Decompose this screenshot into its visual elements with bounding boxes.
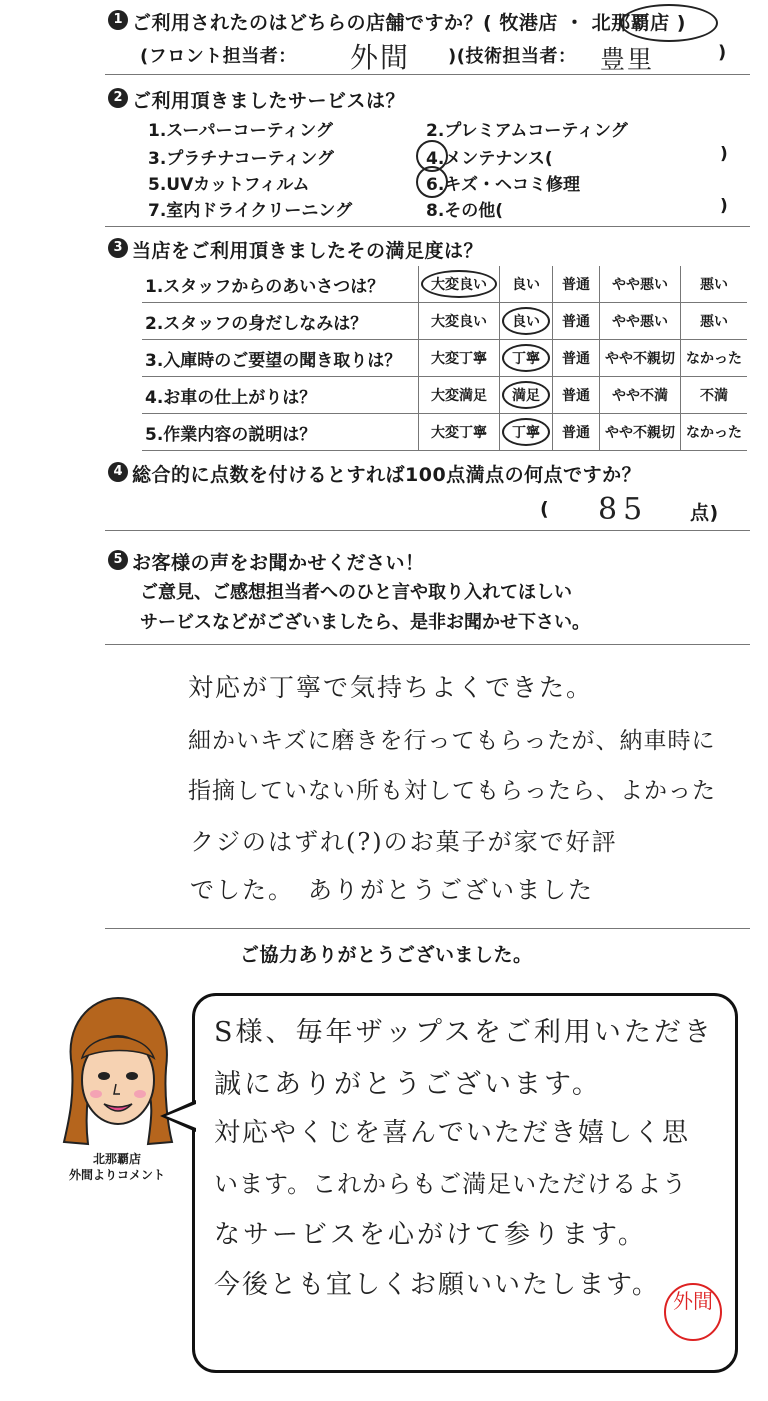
- satisfaction-option: 良い: [500, 266, 553, 303]
- question-3-text: 当店をご利用頂きましたその満足度は？: [132, 240, 484, 262]
- staff-comment-label: 外間よりコメント: [68, 1168, 165, 1182]
- staff-store-label: 北那覇店: [92, 1152, 141, 1166]
- question-1-text: [132, 8, 686, 35]
- satisfaction-option-selected: 丁寧: [500, 414, 553, 451]
- store-option-kitanaha: 北那覇店: [591, 12, 670, 34]
- satisfaction-option: 普通: [553, 377, 600, 414]
- speech-bubble-tail-inner: [166, 1104, 196, 1128]
- satisfaction-option: 大変満足: [419, 377, 500, 414]
- satisfaction-row: [142, 266, 747, 303]
- paren-close: ): [720, 144, 728, 164]
- service-option-5: 5.UVカットフィルム: [148, 175, 310, 195]
- front-staff-value: 外間: [350, 41, 411, 74]
- satisfaction-option: やや不満: [600, 377, 681, 414]
- tech-staff-value: 豊里: [600, 45, 655, 74]
- score-unit: 点): [690, 502, 719, 524]
- satisfaction-option: 不満: [681, 377, 748, 414]
- service-option-7: 7.室内ドライクリーニング: [148, 201, 353, 221]
- question-number-4: 4: [108, 462, 128, 482]
- paren-close: ): [720, 196, 728, 216]
- satisfaction-option: 普通: [553, 414, 600, 451]
- satisfaction-option-selected: 大変良い: [419, 266, 500, 303]
- front-staff-label: (フロント担当者：: [140, 46, 297, 67]
- satisfaction-option: 大変良い: [419, 303, 500, 340]
- satisfaction-option: やや不親切: [600, 414, 681, 451]
- divider: [105, 644, 750, 645]
- question-number-2: 2: [108, 88, 128, 108]
- divider: [105, 226, 750, 227]
- divider: [105, 928, 750, 929]
- satisfaction-option-selected: 満足: [500, 377, 553, 414]
- satisfaction-option: 大変丁寧: [419, 340, 500, 377]
- satisfaction-row: [142, 377, 747, 414]
- staff-reply-line-5: なサービスを心がけて参ります。: [214, 1220, 647, 1250]
- service-option-6: 6.キズ・ヘコミ修理: [426, 175, 580, 195]
- question-5-sub1: ご意見、ご感想担当者へのひと言や取り入れてほしい: [140, 582, 572, 603]
- staff-reply-line-1: S様、毎年ザップスをご利用いただき: [214, 1017, 714, 1048]
- satisfaction-option: やや悪い: [600, 266, 681, 303]
- customer-comment-line-3: 指摘していない所も対してもらったら、よかった: [188, 778, 716, 804]
- satisfaction-option: 悪い: [681, 266, 748, 303]
- satisfaction-question: 1.スタッフからのあいさつは？: [142, 266, 419, 303]
- service-option-3: 3.プラチナコーティング: [148, 149, 334, 169]
- divider: [105, 530, 750, 531]
- store-option-makiminato: 牧港店: [499, 12, 558, 34]
- separator: ・: [564, 12, 585, 34]
- satisfaction-option: 普通: [553, 340, 600, 377]
- satisfaction-option: 悪い: [681, 303, 748, 340]
- divider: [105, 74, 750, 75]
- customer-comment-line-5: でした。 ありがとうございました: [190, 876, 594, 904]
- satisfaction-option: やや悪い: [600, 303, 681, 340]
- staff-reply-line-4: います。これからもご満足いただけるよう: [214, 1170, 688, 1198]
- paren-close: ): [676, 12, 686, 34]
- score-open-paren: (: [540, 498, 550, 520]
- thanks-text: ご協力ありがとうございました。: [240, 944, 533, 966]
- service-option-8: 8.その他(: [426, 201, 504, 221]
- satisfaction-question: 5.作業内容の説明は？: [142, 414, 419, 451]
- staff-reply-line-2: 誠にありがとうございます。: [214, 1069, 602, 1100]
- staff-avatar: [60, 996, 176, 1146]
- satisfaction-option-selected: 丁寧: [500, 340, 553, 377]
- satisfaction-table: [142, 266, 747, 451]
- staff-reply-line-3: 対応やくじを喜んでいただき嬉しく思: [214, 1118, 691, 1148]
- tech-close: ): [718, 42, 727, 63]
- question-1-label: ご利用されたのはどちらの店舗ですか？(: [132, 12, 493, 34]
- satisfaction-row: [142, 414, 747, 451]
- satisfaction-option: なかった: [681, 340, 748, 377]
- satisfaction-question: 2.スタッフの身だしなみは？: [142, 303, 419, 340]
- selected-service-circle-6: [416, 166, 448, 198]
- question-2-text: ご利用頂きましたサービスは？: [132, 90, 406, 112]
- question-5-text: お客様の声をお聞かせください！: [132, 552, 425, 574]
- satisfaction-row: [142, 303, 747, 340]
- customer-comment-line-4: クジのはずれ(?)のお菓子が家で好評: [190, 828, 618, 856]
- service-option-1: 1.スーパーコーティング: [148, 121, 333, 141]
- staff-seal-stamp: 外間: [664, 1283, 722, 1341]
- score-value: 85: [598, 492, 649, 527]
- satisfaction-question: 4.お車の仕上がりは？: [142, 377, 419, 414]
- satisfaction-row: [142, 340, 747, 377]
- service-option-4: 4.メンテナンス(: [426, 149, 553, 169]
- question-5-sub2: サービスなどがございましたら、是非お聞かせ下さい。: [140, 612, 590, 633]
- customer-comment-line-2: 細かいキズに磨きを行ってもらったが、納車時に: [188, 728, 716, 754]
- satisfaction-option: 普通: [553, 266, 600, 303]
- tech-staff-label: )(技術担当者：: [448, 46, 577, 67]
- question-number-1: 1: [108, 10, 128, 30]
- service-option-2: 2.プレミアムコーティング: [426, 121, 628, 141]
- question-4-text: 総合的に点数を付けるとすれば100点満点の何点ですか？: [132, 464, 642, 486]
- customer-comment-line-1: 対応が丁寧で気持ちよくできた。: [188, 673, 594, 702]
- satisfaction-option: 大変丁寧: [419, 414, 500, 451]
- question-number-5: 5: [108, 550, 128, 570]
- satisfaction-option: 普通: [553, 303, 600, 340]
- question-number-3: 3: [108, 238, 128, 258]
- satisfaction-option-selected: 良い: [500, 303, 553, 340]
- satisfaction-option: やや不親切: [600, 340, 681, 377]
- selected-store-circle: [620, 4, 718, 42]
- satisfaction-question: 3.入庫時のご要望の聞き取りは？: [142, 340, 419, 377]
- satisfaction-option: なかった: [681, 414, 748, 451]
- staff-reply-line-6: 今後とも宜しくお願いいたします。: [214, 1270, 660, 1300]
